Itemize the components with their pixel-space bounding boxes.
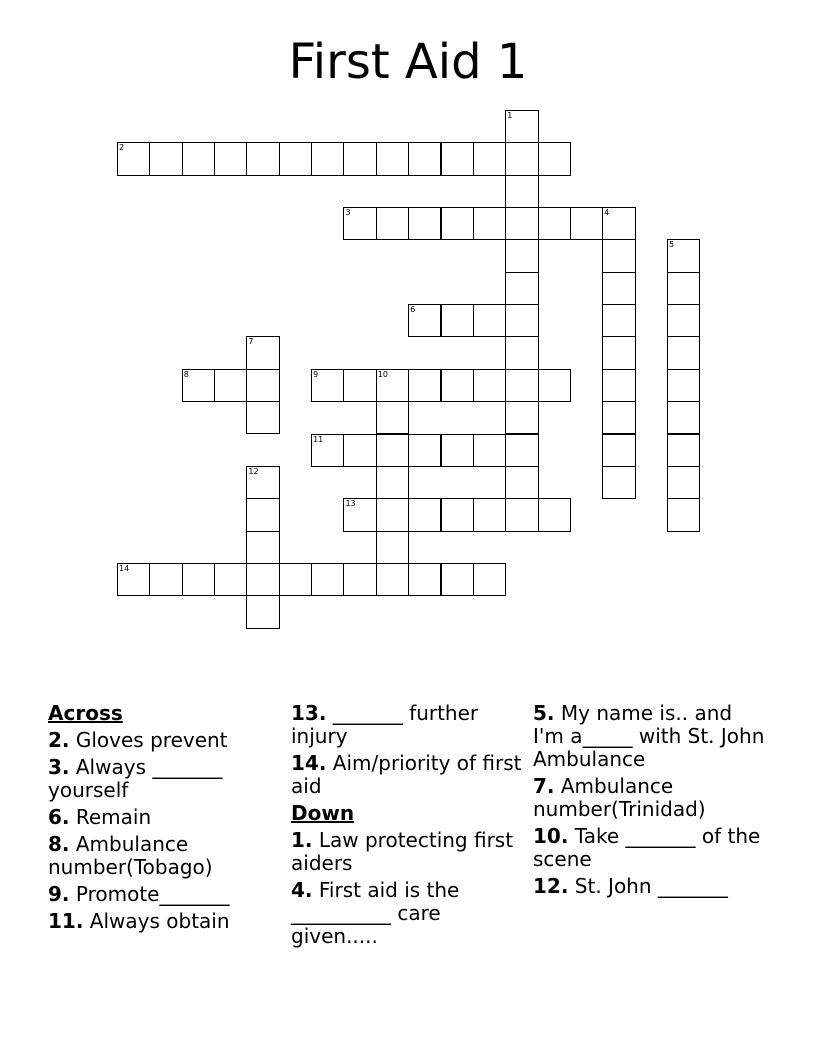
clue-across-6: 6. Remain [48,805,152,829]
grid-cell[interactable] [473,498,506,531]
puzzle-title: First Aid 1 [288,34,528,90]
grid-cell[interactable] [343,207,376,240]
grid-cell[interactable] [343,498,376,531]
grid-cell[interactable] [246,369,279,402]
grid-cell[interactable] [505,272,538,305]
grid-cell[interactable] [505,239,538,272]
grid-cell[interactable] [343,142,376,175]
grid-cell[interactable] [602,466,635,499]
cell-number: 5 [668,240,675,250]
grid-cell[interactable] [311,369,344,402]
cell-number: 8 [183,369,189,379]
grid-cell[interactable] [343,434,376,467]
grid-cell[interactable] [570,207,603,240]
grid-cell[interactable] [408,369,441,402]
grid-cell[interactable] [441,498,474,531]
grid-cell[interactable] [667,336,700,369]
grid-cell[interactable] [505,498,538,531]
grid-cell[interactable] [473,304,506,337]
clue-across-14: 14. Aim/priority of first aid [291,751,522,798]
grid-cell[interactable] [117,563,150,596]
grid-cell[interactable] [343,369,376,402]
cell-number: 3 [345,208,351,218]
grid-cell[interactable] [505,401,538,434]
grid-cell[interactable] [473,563,506,596]
clue-across-9: 9. Promote_______ [48,882,230,906]
grid-cell[interactable] [505,434,538,467]
grid-cell[interactable] [538,369,571,402]
grid-cell[interactable] [441,304,474,337]
grid-cell[interactable] [667,304,700,337]
cell-number: 1 [507,111,513,120]
grid-cell[interactable] [505,336,538,369]
across-heading: Across [48,701,123,725]
grid-cell[interactable] [311,563,344,596]
grid-cell[interactable] [602,207,635,240]
grid-cell[interactable] [376,531,409,564]
grid-cell[interactable] [311,142,344,175]
grid-cell[interactable] [602,272,635,305]
cell-number: 7 [248,337,254,347]
clue-down-5: 5. My name is.. and I'm a_____ with St. John Ambulance [533,701,765,771]
grid-cell[interactable] [376,142,409,175]
grid-cell[interactable] [538,207,571,240]
grid-cell[interactable] [667,272,700,305]
grid-cell[interactable] [376,207,409,240]
grid-cell[interactable] [667,498,700,531]
grid-cell[interactable] [376,563,409,596]
clue-down-7: 7. Ambulance number(Trinidad) [533,774,706,821]
cell-number: 2 [119,143,125,153]
clue-down-4: 4. First aid is the __________ care given..... [291,878,460,948]
cell-number: 6 [410,305,416,315]
grid-cell[interactable] [441,142,474,175]
grid-cell[interactable] [538,142,571,175]
grid-cell[interactable] [602,434,635,467]
clue-across-13: 13. _______ further injury [291,701,479,748]
grid-cell[interactable] [667,434,700,467]
grid-cell[interactable] [376,434,409,467]
grid-cell[interactable] [441,369,474,402]
clue-across-2: 2. Gloves prevent [48,728,228,752]
grid-cell[interactable] [667,466,700,499]
cell-number: 14 [119,563,130,573]
grid-cell[interactable] [376,401,409,434]
grid-cell[interactable] [246,466,279,499]
clue-down-10: 10. Take _______ of the scene [533,824,761,871]
grid-cell[interactable] [343,563,376,596]
grid-cell[interactable] [505,142,538,175]
clues-column-1 [48,702,283,937]
grid-cell[interactable] [408,142,441,175]
grid-cell[interactable] [376,466,409,499]
grid-cell[interactable] [246,531,279,564]
grid-cell[interactable] [182,142,215,175]
grid-cell[interactable] [408,304,441,337]
cell-number: 4 [604,208,610,218]
grid-cell[interactable] [408,498,441,531]
clue-across-11: 11. Always obtain [48,909,230,933]
grid-cell[interactable] [602,304,635,337]
grid-cell[interactable] [602,369,635,402]
grid-cell[interactable] [441,434,474,467]
grid-cell[interactable] [214,563,247,596]
grid-cell[interactable] [246,595,279,628]
grid-cell[interactable] [279,142,312,175]
grid-cell[interactable] [246,336,279,369]
grid-cell[interactable] [505,207,538,240]
cell-number: 13 [345,499,356,509]
grid-cell[interactable] [149,563,182,596]
clue-down-12: 12. St. John _______ [533,874,728,898]
down-heading: Down [291,801,355,825]
grid-cell[interactable] [408,434,441,467]
clue-across-3: 3. Always _______ yourself [48,755,223,802]
grid-cell[interactable] [473,142,506,175]
cell-number: 10 [377,369,388,379]
grid-cell[interactable] [473,207,506,240]
grid-cell[interactable] [602,239,635,272]
grid-cell[interactable] [602,401,635,434]
grid-cell[interactable] [473,434,506,467]
grid-cell[interactable] [214,369,247,402]
grid-cell[interactable] [473,369,506,402]
grid-cell[interactable] [408,207,441,240]
grid-cell[interactable] [311,434,344,467]
clue-across-8: 8. Ambulance number(Tobago) [48,832,213,879]
grid-cell[interactable] [505,110,538,143]
grid-cell[interactable] [182,563,215,596]
grid-cell[interactable] [117,142,150,175]
grid-cell[interactable] [246,563,279,596]
grid-cell[interactable] [667,369,700,402]
grid-cell[interactable] [505,466,538,499]
clue-down-1: 1. Law protecting first aiders [291,828,514,875]
grid-cell[interactable] [408,563,441,596]
grid-cell[interactable] [246,401,279,434]
cell-number: 11 [313,434,324,444]
grid-cell[interactable] [505,369,538,402]
grid-cell[interactable] [667,239,700,272]
grid-cell[interactable] [505,304,538,337]
grid-cell[interactable] [376,498,409,531]
grid-cell[interactable] [376,369,409,402]
grid-cell[interactable] [441,207,474,240]
cell-number: 9 [313,369,319,379]
grid-cell[interactable] [214,142,247,175]
grid-cell[interactable] [246,498,279,531]
grid-cell[interactable] [538,498,571,531]
grid-cell[interactable] [149,142,182,175]
grid-cell[interactable] [667,401,700,434]
clues-column-2 [291,702,526,952]
grid-cell[interactable] [505,175,538,208]
grid-cell[interactable] [441,563,474,596]
grid-cell[interactable] [279,563,312,596]
clues-column-3 [533,702,768,902]
cell-number: 12 [248,466,259,476]
grid-cell[interactable] [182,369,215,402]
grid-cell[interactable] [602,336,635,369]
grid-cell[interactable] [246,142,279,175]
